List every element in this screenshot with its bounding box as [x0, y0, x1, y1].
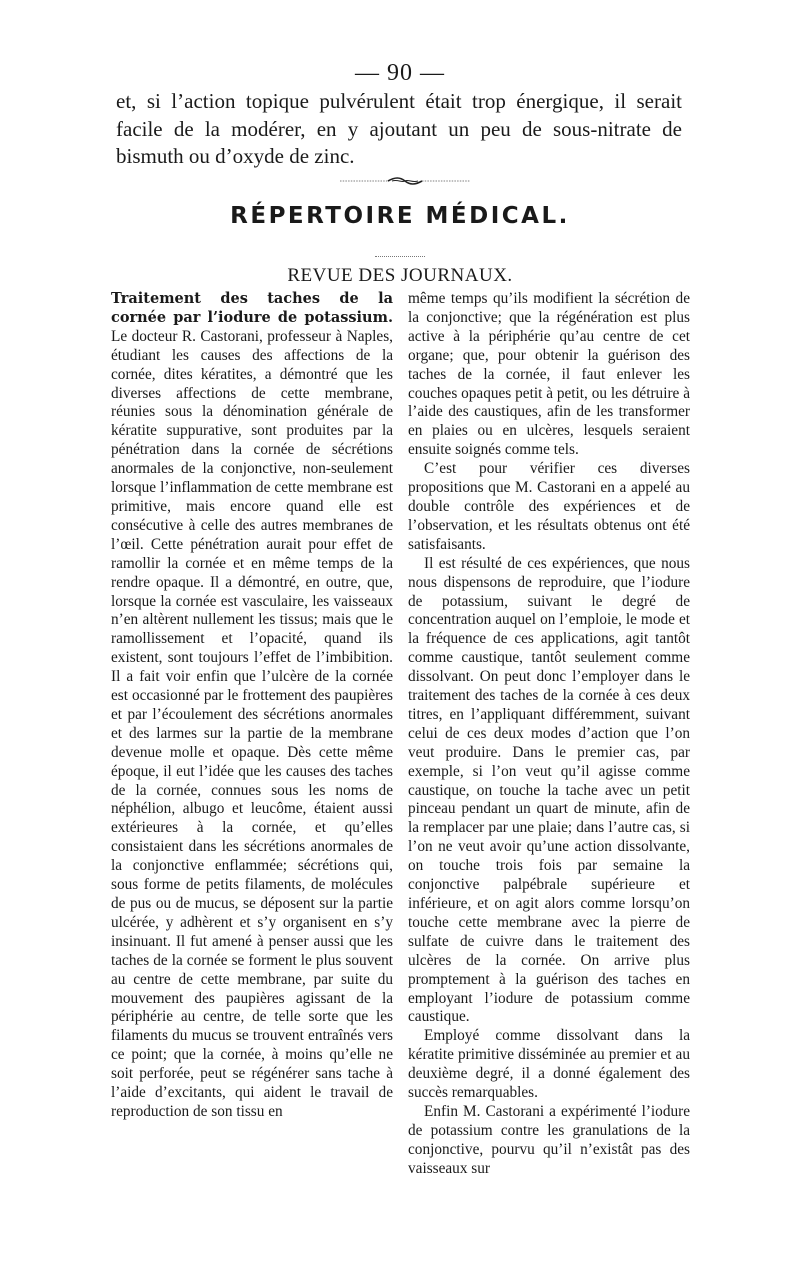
page-number: — 90 — — [355, 60, 445, 86]
section-title: RÉPERTOIRE MÉDICAL. — [230, 203, 570, 229]
intro-paragraph-block — [116, 88, 682, 171]
right-column-paragraph: Enfin M. Castorani a expérimenté l’iodure de potassium contre les granulations de la conjonctive, pourvu qu’il n’existât pas des vaisseaux sur — [408, 1102, 690, 1177]
title-rule — [375, 256, 425, 257]
right-column — [408, 290, 690, 1179]
article-body-start: Le docteur R. Castorani, professeur à Naples, étudiant les causes des affections de la cornée, dites kératites, a démontré que les diverses affections de cette membrane, réunies sous la dénomination générale de kératite suppurative, sont produites par la pénétration dans la cornée de sécrétions anormales de la conjonctive, non-seulement lorsque l’inflammation de cette membrane est primitive, mais encore quand elle est consécutive à celle des autres membranes de l’œil. Cette pénétration aurait pour effet de ramollir la cornée et en même temps de la rendre opaque. Il a démontré, en outre, que, lorsque la cornée est vasculaire, les vaisseaux n’en altèrent nullement les tissus; mais que le ramollissement et l’opacité, quand ils existent, sont toujours l’effet de l’imbibition. Il a fait voir enfin que l’ulcère de la cornée est occasionné par le frottement des paupières et par l’écoulement des sécrétions anormales et des larmes sur la partie de la membrane devenue molle et opaque. Dès cette même époque, il eut l’idée que les causes des taches de la cornée, connues sous les noms de néphélion, albugo et leucôme, étaient aussi extérieures à la cornée, et qu’elles consistaient dans les sécrétions anormales de la conjonctive enflammée; sécrétions qui, sous forme de petits filaments, de molécules de pus ou de mucus, se déposent sur la partie ulcérée, y adhèrent et s’y organisent en s’y insinuant. Il fut amené à penser aussi que les taches de la cornée se forment le plus souvent au centre de cette membrane, par suite du mouvement des paupières agissant de la périphérie au centre, de telle sorte que les filaments du mucus se trouvent entraînés vers ce point; que la cornée, à moins qu’elle ne soit perforée, peut se régénérer sans tache à l’aide d’excitants, qui aident le travail de reproduction de son tissu en — [111, 327, 393, 1120]
right-column-paragraph: Employé comme dissolvant dans la kératite primitive disséminée au premier et au deuxième degré, il a donné également des succès remarquables. — [408, 1027, 690, 1102]
article-heading: Traitement des taches de la cornée par l’iodure de potassium. — [111, 290, 393, 326]
subsection-title: REVUE DES JOURNAUX. — [287, 265, 513, 286]
left-column-paragraph — [111, 290, 393, 1122]
left-column — [111, 290, 393, 1122]
right-column-paragraph: Il est résulté de ces expériences, que nous nous dispensons de reproduire, que l’iodure de potassium, suivant le degré de concentration auquel on l’emploie, le mode et la fréquence de ces applications, agit tantôt comme caustique, tantôt seulement comme dissolvant. On peut donc l’employer dans le traitement des taches de la cornée à ces deux titres, en l’appliquant différemment, suivant celui de ces deux modes d’action que l’on veut produire. Dans le premier cas, par exemple, si l’on veut qu’il agisse comme caustique, on touche la tache avec un petit pinceau pendant un quart de minute, afin de la remplacer par une plaie; dans l’autre cas, si l’on ne veut avoir qu’une action dissolvante, on touche trois fois par semaine la conjonctive palpébrale supérieure et inférieure, et on agit alors comme lorsqu’on touche cette membrane avec la pierre de sulfate de cuivre dans le traitement des ulcères de la cornée. On arrive plus promptement à la guérison des taches en employant l’iodure de potassium comme caustique. — [408, 554, 690, 1026]
right-column-paragraph: même temps qu’ils modifient la sécrétion de la conjonctive; que la régénération est plus active à la périphérie qu’au centre de cet organe; que, pour obtenir la guérison des taches de la cornée, il faut enlever les couches opaques petit à petit, ou les détruire à l’aide des caustiques, afin de les transformer en plaies ou en ulcères, lesquels seraient ensuite soignés comme tels. — [408, 290, 690, 459]
right-column-paragraph: C’est pour vérifier ces diverses propositions que M. Castorani en a appelé au double contrôle des expériences et de l’observation, et les résultats obtenus ont été satisfaisants. — [408, 460, 690, 553]
intro-paragraph: et, si l’action topique pulvérulent était trop énergique, il serait facile de la modérer, en y ajoutant un peu de sous-nitrate de bismuth ou d’oxyde de zinc. — [116, 89, 682, 168]
section-ornament-divider — [340, 176, 470, 186]
